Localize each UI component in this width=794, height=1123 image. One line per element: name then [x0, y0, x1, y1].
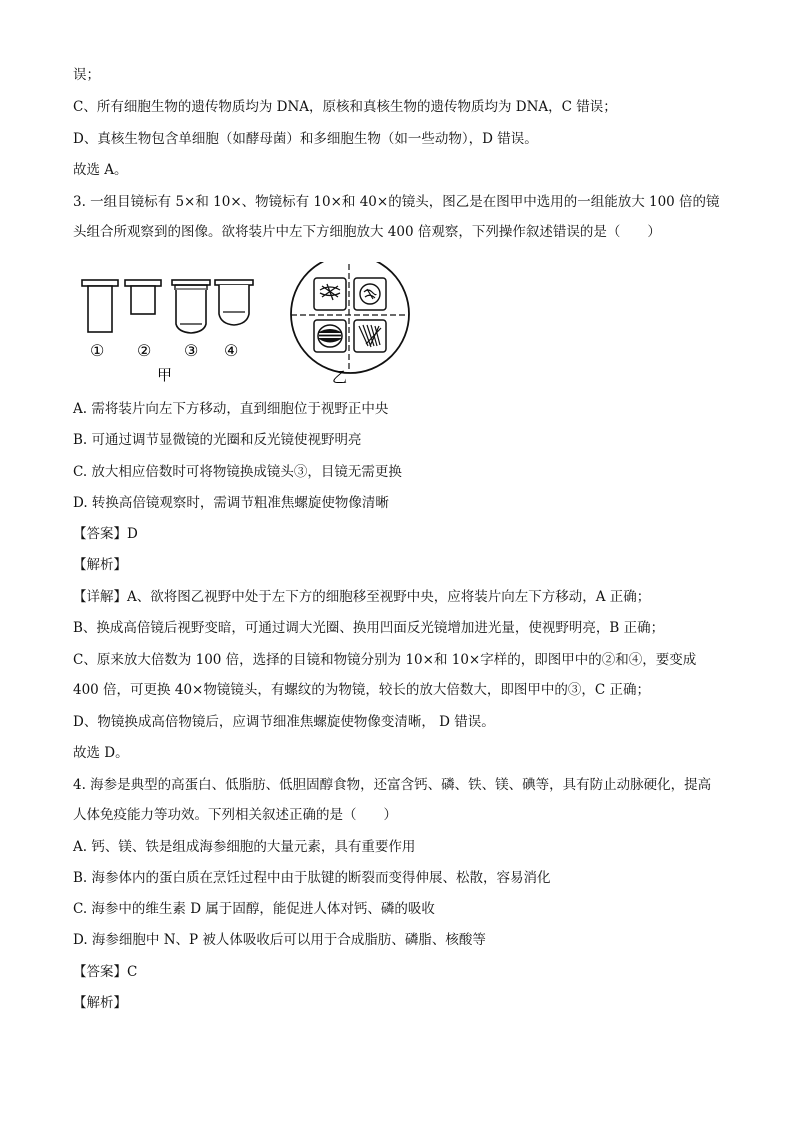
q4-option-a: A. 钙、镁、铁是组成海参细胞的大量元素，具有重要作用	[73, 839, 416, 855]
q4-analysis-label: 【解析】	[73, 995, 127, 1011]
q3-option-b: B. 可通过调节显微镜的光圈和反光镜使视野明亮	[73, 432, 362, 448]
q3-answer: 【答案】D	[73, 526, 138, 542]
q3-detail-c: C、原来放大倍数为 100 倍，选择的目镜和物镜分别为 10×和 10×字样的，即图甲中的②和④，要变成 400 倍，可更换 40×物镜镜头，有螺纹的为物镜，较长的放大倍数大，即图甲中的③，C 正确；	[73, 652, 697, 698]
q4-answer: 【答案】C	[73, 964, 138, 980]
objective-lens-3	[172, 280, 210, 333]
q3-detail-b: B、换成高倍镜后视野变暗，可通过调大光圈、换用凹面反光镜增加进光量，使视野明亮，B 正确；	[73, 620, 665, 636]
q3-option-c: C. 放大相应倍数时可将物镜换成镜头③，目镜无需更换	[73, 464, 402, 480]
q4-option-d: D. 海参细胞中 N、P 被人体吸收后可以用于合成脂肪、磷脂、核酸等	[73, 932, 486, 948]
q4-option-c: C. 海参中的维生素 D 属于固醇，能促进人体对钙、磷的吸收	[73, 901, 435, 917]
cell-top-right	[354, 278, 386, 310]
lens-label-1: ①	[90, 341, 105, 360]
eyepiece-lens-2	[125, 280, 161, 314]
eyepiece-lens-1	[82, 280, 118, 332]
field-of-view-yi	[291, 262, 409, 386]
cell-bottom-left	[314, 320, 346, 352]
lens-label-2: ②	[137, 341, 152, 360]
cell-top-left	[314, 278, 346, 310]
lens-group-jia	[82, 280, 253, 384]
q3-analysis-label: 【解析】	[73, 557, 127, 573]
caption-jia: 甲	[157, 366, 173, 384]
cell-bottom-right	[354, 320, 386, 352]
q3-conclusion: 故选 D。	[73, 745, 129, 761]
q3-detail-d: D、物镜换成高倍物镜后，应调节细准焦螺旋使物像变清晰， D 错误。	[73, 714, 495, 730]
text-line: C、所有细胞生物的遗传物质均为 DNA，原核和真核生物的遗传物质均为 DNA，C 错误；	[73, 99, 617, 115]
lens-label-4: ④	[224, 341, 239, 360]
text-line: 误；	[73, 67, 100, 83]
q3-option-a: A. 需将装片向左下方移动，直到细胞位于视野正中央	[73, 401, 389, 417]
q3-detail-a: 【详解】A、欲将图乙视野中处于左下方的细胞移至视野中央，应将装片向左下方移动，A 正确；	[73, 589, 651, 605]
text-line: 故选 A。	[73, 162, 128, 178]
caption-yi: 乙	[332, 368, 348, 386]
objective-lens-4	[215, 280, 253, 325]
q3-option-d: D. 转换高倍镜观察时，需调节粗准焦螺旋使物像清晰	[73, 495, 389, 511]
text-line: D、真核生物包含单细胞（如酵母菌）和多细胞生物（如一些动物），D 错误。	[73, 131, 538, 147]
microscope-figure	[78, 262, 438, 392]
q4-option-b: B. 海参体内的蛋白质在烹饪过程中由于肽键的断裂而变得伸展、松散，容易消化	[73, 870, 551, 886]
question-3-stem: 3. 一组目镜标有 5×和 10×、物镜标有 10×和 40×的镜头，图乙是在图甲中选用的一组能放大 100 倍的镜头组合所观察到的图像。欲将装片中左下方细胞放大 400 倍观察，下列操作叙述错误的是（ ）	[73, 194, 720, 240]
question-4-stem: 4. 海参是典型的高蛋白、低脂肪、低胆固醇食物，还富含钙、磷、铁、镁、碘等，具有防止动脉硬化，提高人体免疫能力等功效。下列相关叙述正确的是（ ）	[73, 777, 712, 823]
lens-label-3: ③	[184, 341, 199, 360]
